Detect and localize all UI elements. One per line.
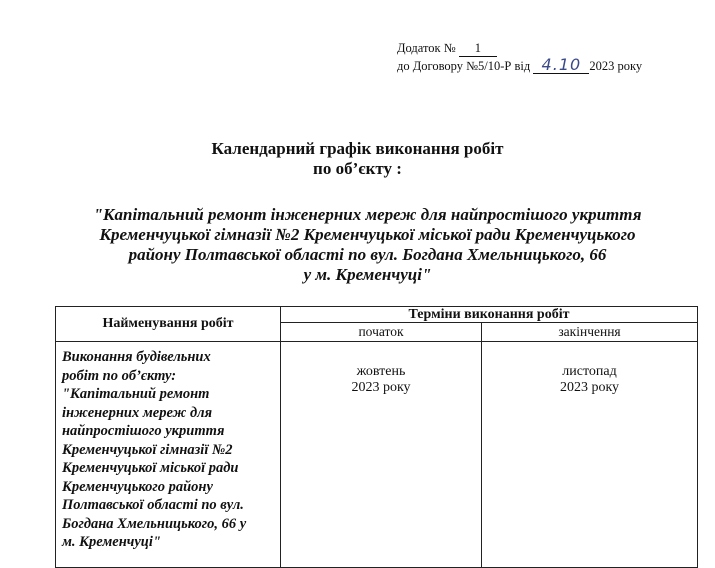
start-column-header: початок <box>281 323 482 342</box>
work-line: Богдана Хмельницького, 66 у <box>62 515 247 532</box>
object-name-line-4: у м. Кременчуці" <box>303 265 432 284</box>
work-line: "Капітальний ремонт <box>62 386 210 402</box>
work-line: Кременчуцької міської ради <box>62 460 239 476</box>
handwritten-contract-date: 4.10 <box>533 57 589 74</box>
work-line: Кременчуцької гімназії №2 <box>62 441 233 458</box>
contract-reference-line <box>397 57 642 74</box>
contract-year: 2023 року <box>589 59 643 73</box>
object-name-line-1: "Капітальний ремонт інженерних мереж для найпростішого укриття <box>93 205 642 224</box>
table-row <box>56 342 698 568</box>
title-line-1: Календарний графік виконання робіт <box>211 139 504 158</box>
work-description <box>56 342 281 568</box>
table-header-row <box>56 307 698 323</box>
work-line: м. Кременчуці" <box>62 534 161 550</box>
end-column-header: закінчення <box>482 323 698 342</box>
work-line: інженерних мереж для <box>62 404 213 421</box>
work-line: Кременчуцького району <box>62 478 213 495</box>
work-line: Виконання будівельних <box>62 349 211 365</box>
terms-column-header: Терміни виконання робіт <box>281 307 698 323</box>
addendum-number: 1 <box>459 40 497 57</box>
document-title <box>0 139 715 179</box>
start-month: жовтень <box>356 364 406 379</box>
work-line: Полтавської області по вул. <box>62 497 244 513</box>
object-name-line-2: Кременчуцької гімназії №2 Кременчуцької міської ради Кременчуцького <box>99 225 636 244</box>
work-line: робіт по об’єкту: <box>62 367 177 384</box>
work-line: найпростішого укриття <box>62 423 225 439</box>
start-date-cell <box>281 342 482 568</box>
addendum-number-line <box>397 40 642 57</box>
works-column-header: Найменування робіт <box>56 307 281 342</box>
object-name <box>40 205 695 285</box>
addendum-reference <box>397 40 642 74</box>
object-name-line-3: району Полтавської області по вул. Богдана Хмельницького, 66 <box>128 245 607 264</box>
end-month: листопад <box>562 364 617 379</box>
addendum-label: Додаток № <box>397 41 456 55</box>
end-date-cell <box>482 342 698 568</box>
title-line-2: по об’єкту : <box>313 159 402 178</box>
end-year: 2023 року <box>559 380 620 395</box>
contract-label: до Договору №5/10-Р від <box>397 59 531 73</box>
schedule-table <box>55 306 698 568</box>
start-year: 2023 року <box>351 380 411 395</box>
